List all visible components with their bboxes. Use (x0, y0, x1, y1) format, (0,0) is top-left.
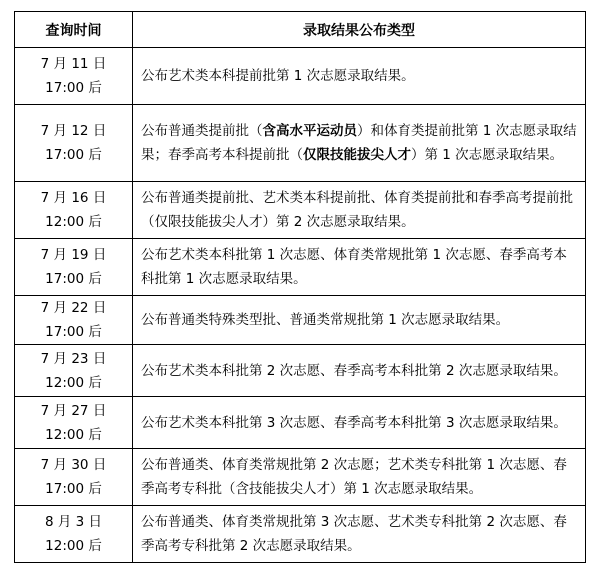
description-cell: 公布普通类提前批、艺术类本科提前批、体育类提前批和春季高考提前批（仅限技能拔尖人才）第 2 次志愿录取结果。 (133, 182, 586, 239)
table-row (15, 182, 586, 239)
hour-text: 12:00 后 (45, 426, 102, 443)
description-text: 公布普通类提前批（ (141, 123, 263, 139)
time-cell (15, 397, 133, 449)
schedule-table (14, 11, 586, 563)
table-header-row (15, 12, 586, 48)
hour-text: 17:00 后 (45, 80, 102, 96)
date-text: 7 月 19 日 (40, 247, 107, 263)
date-text: 7 月 12 日 (40, 123, 107, 139)
description-cell: 公布普通类、体育类常规批第 2 次志愿；艺术类专科批第 1 次志愿、春季高考专科批（含技能拔尖人才）第 1 次志愿录取结果。 (133, 449, 586, 506)
table-row (15, 296, 586, 345)
description-text: ）和体育类提前批第 1 次志愿录取结果；春季高考本科提前批（ (141, 123, 577, 163)
header-query-time: 查询时间 (15, 12, 133, 48)
header-result-type: 录取结果公布类型 (133, 12, 586, 48)
date-text: 7 月 16 日 (40, 190, 107, 206)
table-row (15, 506, 586, 563)
date-text: 7 月 23 日 (40, 350, 107, 367)
time-cell (15, 239, 133, 296)
date-text: 7 月 30 日 (40, 457, 107, 473)
time-cell (15, 48, 133, 105)
date-text: 8 月 3 日 (44, 514, 103, 530)
date-text: 7 月 22 日 (40, 300, 107, 316)
description-bold-text: 含高水平运动员 (262, 123, 357, 139)
table-row (15, 345, 586, 397)
date-text: 7 月 27 日 (40, 402, 107, 419)
time-cell (15, 449, 133, 506)
table-row (15, 397, 586, 449)
hour-text: 17:00 后 (45, 147, 102, 163)
description-cell: 公布艺术类本科提前批第 1 次志愿录取结果。 (133, 48, 586, 105)
description-cell: 公布普通类、体育类常规批第 3 次志愿、艺术类专科批第 2 次志愿、春季高考专科批第 2 次志愿录取结果。 (133, 506, 586, 563)
table-row (15, 239, 586, 296)
hour-text: 12:00 后 (45, 538, 102, 554)
table-row (15, 449, 586, 506)
hour-text: 12:00 后 (45, 374, 102, 391)
hour-text: 17:00 后 (45, 324, 102, 340)
hour-text: 12:00 后 (45, 214, 102, 230)
description-text: ）第 1 次志愿录取结果。 (411, 147, 564, 163)
description-cell: 公布艺术类本科批第 3 次志愿、春季高考本科批第 3 次志愿录取结果。 (133, 397, 586, 449)
description-cell: 公布普通类特殊类型批、普通类常规批第 1 次志愿录取结果。 (133, 296, 586, 345)
table-row (15, 105, 586, 182)
hour-text: 17:00 后 (45, 271, 102, 287)
time-cell (15, 296, 133, 345)
admission-schedule (14, 11, 586, 563)
description-cell: 公布艺术类本科批第 1 次志愿、体育类常规批第 1 次志愿、春季高考本科批第 1 次志愿录取结果。 (133, 239, 586, 296)
description-cell: 公布艺术类本科批第 2 次志愿、春季高考本科批第 2 次志愿录取结果。 (133, 345, 586, 397)
time-cell (15, 182, 133, 239)
hour-text: 17:00 后 (45, 481, 102, 497)
description-cell (133, 105, 586, 182)
time-cell (15, 345, 133, 397)
date-text: 7 月 11 日 (40, 56, 107, 72)
description-bold-text: 仅限技能拔尖人才 (303, 147, 411, 163)
time-cell (15, 506, 133, 563)
table-row (15, 48, 586, 105)
time-cell (15, 105, 133, 182)
